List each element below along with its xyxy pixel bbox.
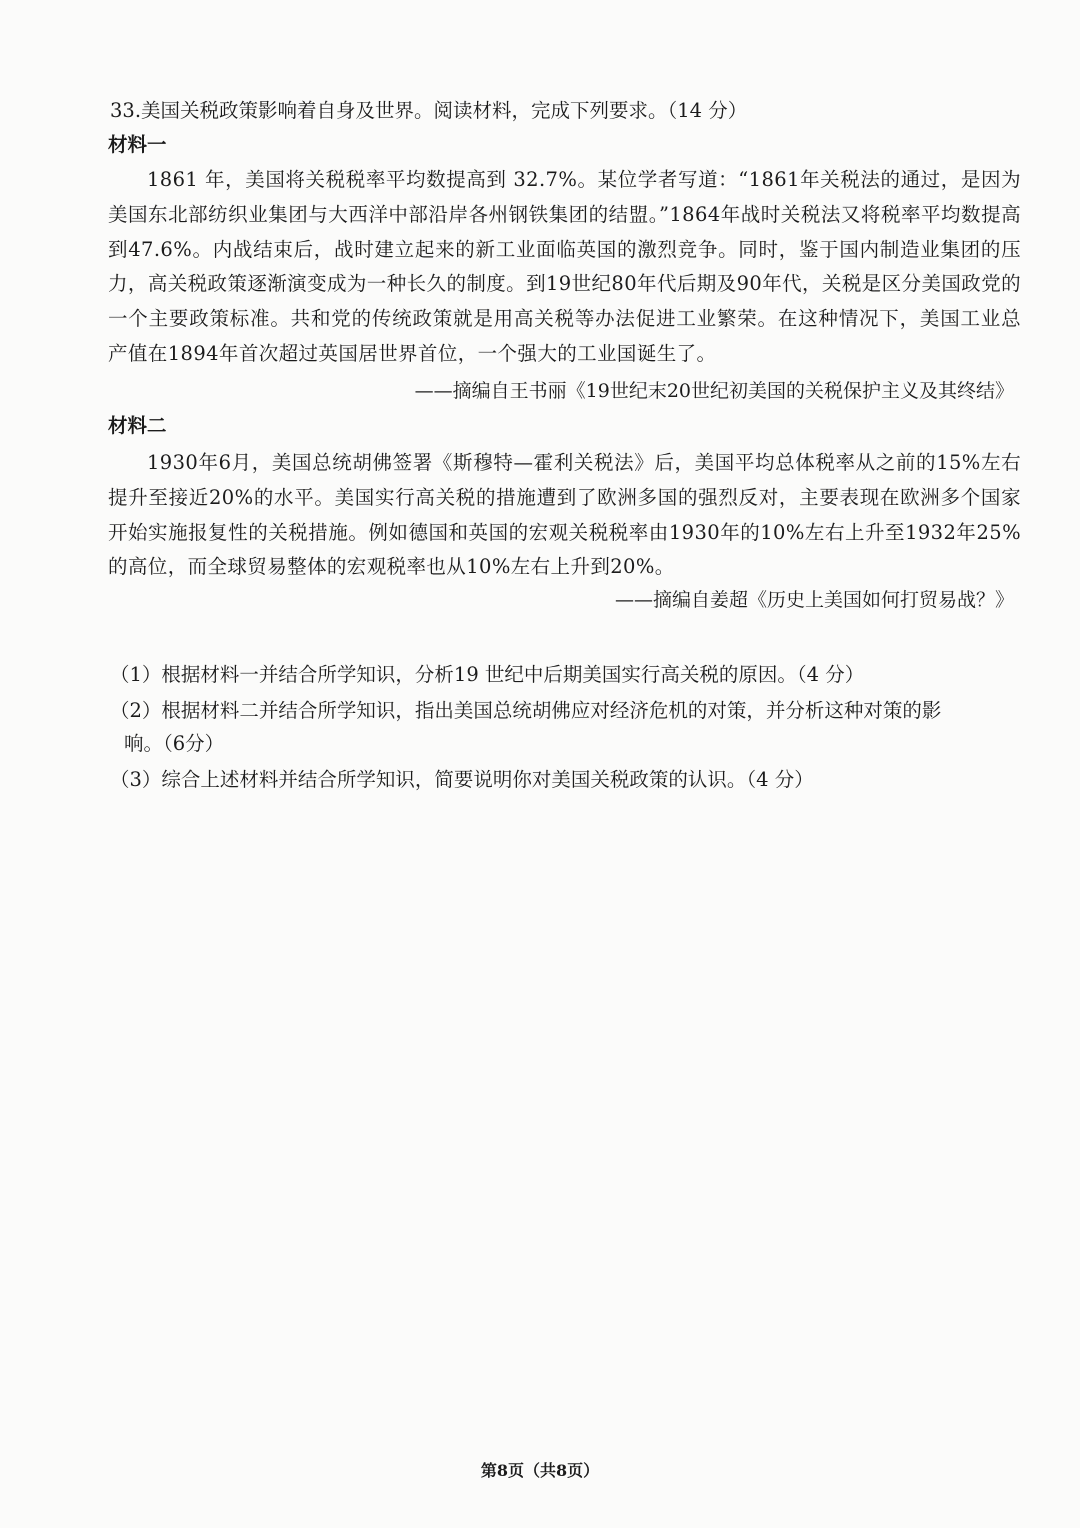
material-2-text: 1930年6月，美国总统胡佛签署《斯穆特—霍利关税法》后，美国平均总体税率从之前的15%左右提升至接近20%的水平。美国实行高关税的措施遭到了欧洲多国的强烈反对，主要表现在欧洲多个国家开始实施报复性的关税措施。例如德国和英国的宏观关税税率由1930年的10%左右上升至1932年25%的高位，而全球贸易整体的宏观税率也从10%左右上升到20%。 (108, 451, 1021, 579)
subquestion-2-continuation: 响。（6分） (124, 732, 225, 755)
material-2-heading: 材料二 (108, 414, 167, 437)
material-1-source: ——摘编自王书丽《19世纪末20世纪初美国的关税保护主义及其终结》 (414, 380, 1014, 402)
subquestion-2-text: （2）根据材料二并结合所学知识，指出美国总统胡佛应对经济危机的对策，并分析这种对策的影 (110, 699, 942, 722)
question-title: 33.美国关税政策影响着自身及世界。阅读材料，完成下列要求。（14 分） (110, 99, 748, 122)
subquestion-1 (110, 658, 1020, 691)
subquestion-3-text: （3）综合上述材料并结合所学知识，简要说明你对美国关税政策的认识。（4 分） (110, 768, 814, 791)
material-1-heading: 材料一 (108, 133, 167, 156)
subquestion-1-text: （1）根据材料一并结合所学知识，分析19 世纪中后期美国实行高关税的原因。（4 分） (110, 663, 865, 686)
subquestion-list (110, 658, 1020, 799)
material-1-text: 1861 年，美国将关税税率平均数提高到 32.7%。某位学者写道：“1861年关税法的通过，是因为美国东北部纺织业集团与大西洋中部沿岸各州钢铁集团的结盟。”1864年战时关税法又将税率平均数提高到47.6%。内战结束后，战时建立起来的新工业面临英国的激烈竞争。同时，鉴于国内制造业集团的压力，高关税政策逐渐演变成为一种长久的制度。到19世纪80年代后期及90年代，关税是区分美国政党的一个主要政策标准。共和党的传统政策就是用高关税等办法促进工业繁荣。在这种情况下，美国工业总产值在1894年首次超过英国居世界首位，一个强大的工业国诞生了。 (108, 168, 1021, 365)
subquestion-3 (110, 763, 1020, 796)
material-2-source: ——摘编自姜超《历史上美国如何打贸易战？》 (614, 589, 1014, 611)
subquestion-2 (110, 694, 1020, 760)
page-number: 第8页（共8页） (480, 1461, 600, 1480)
